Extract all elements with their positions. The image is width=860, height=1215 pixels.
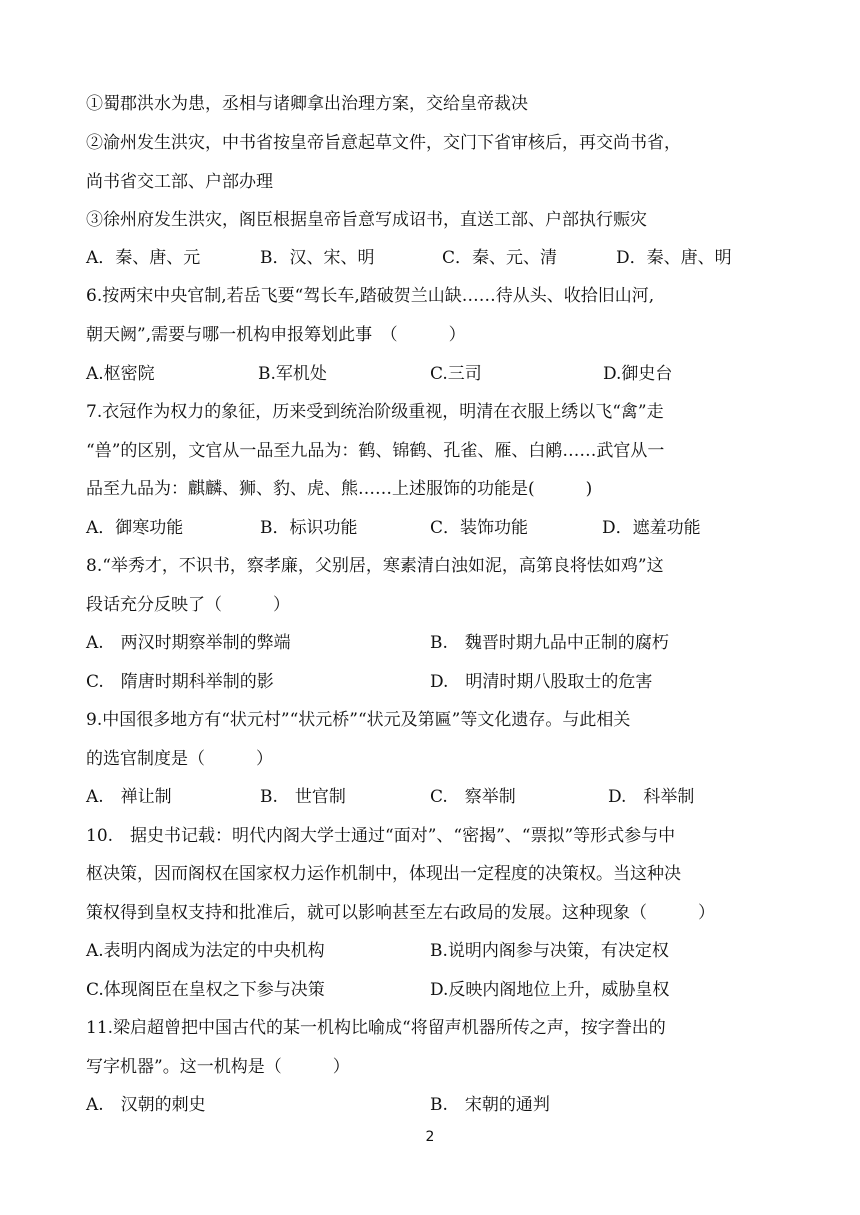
q7-stem-line-2: “兽”的区别，文官从一品至九品为：鹤、锦鹤、孔雀、雁、白鹇……武官从一 (86, 441, 665, 461)
q8-stem-line-2: 段话充分反映了（ ） (86, 595, 290, 615)
page-number: 2 (425, 1129, 435, 1145)
q10-options-row-1 (86, 939, 776, 963)
q7-options (86, 516, 776, 540)
q6-stem-line-2: 朝天阙”,需要与哪一机构申报筹划此事 （ ） (86, 325, 466, 345)
q10-option-d: D.反映内阁地位上升，威胁皇权 (430, 980, 670, 1000)
q5-option-a: A．秦、唐、元 (86, 248, 201, 268)
q11-options (86, 1093, 776, 1117)
q9-option-b: B. 世官制 (260, 787, 346, 807)
q7-option-b: B．标识功能 (260, 518, 358, 538)
q11-option-a: A. 汉朝的刺史 (86, 1095, 206, 1115)
q5-item-3: ③徐州府发生洪灾，阁臣根据皇帝旨意写成诏书，直送工部、户部执行赈灾 (86, 210, 647, 230)
q6-option-d: D.御史台 (603, 364, 673, 384)
q8-option-d: D. 明清时期八股取士的危害 (430, 672, 653, 692)
q9-stem-line-2: 的选官制度是（ ） (86, 749, 273, 769)
q6-stem-line-1: 6.按两宋中央官制,若岳飞要“驾长车,踏破贺兰山缺……待从头、收拾旧山河, (86, 286, 655, 306)
q10-option-c: C.体现阁臣在皇权之下参与决策 (86, 980, 325, 1000)
q5-option-b: B．汉、宋、明 (260, 248, 375, 268)
q7-stem-line-3: 品至九品为：麒麟、狮、豹、虎、熊……上述服饰的功能是( ) (86, 479, 593, 499)
q6-option-b: B.军机处 (258, 364, 327, 384)
q5-item-2: ②渝州发生洪灾，中书省按皇帝旨意起草文件，交门下省审核后，再交尚书省， (86, 133, 681, 153)
q10-stem-line-2: 枢决策，因而阁权在国家权力运作机制中，体现出一定程度的决策权。当这种决 (86, 864, 681, 884)
q5-options (86, 246, 776, 270)
q9-option-d: D. 科举制 (608, 787, 695, 807)
q5-option-d: D．秦、唐、明 (616, 248, 732, 268)
q10-options-row-2 (86, 978, 776, 1002)
q8-option-c: C. 隋唐时期科举制的影 (86, 672, 274, 692)
q7-option-d: D．遮羞功能 (602, 518, 701, 538)
q10-stem-line-1: 10. 据史书记载：明代内阁大学士通过“面对”、“密揭”、“票拟”等形式参与中 (86, 826, 676, 846)
q8-option-a: A. 两汉时期察举制的弊端 (86, 633, 291, 653)
q10-option-b: B.说明内阁参与决策，有决定权 (430, 941, 669, 961)
q5-item-2-cont: 尚书省交工部、户部办理 (86, 172, 273, 192)
q11-stem-line-1: 11.梁启超曾把中国古代的某一机构比喻成“将留声机器所传之声，按字誊出的 (86, 1018, 666, 1038)
q8-options-row-1 (86, 631, 776, 655)
q8-option-b: B. 魏晋时期九品中正制的腐朽 (430, 633, 669, 653)
q11-stem-line-2: 写字机器”。这一机构是（ ） (86, 1057, 350, 1077)
q6-option-a: A.枢密院 (86, 364, 155, 384)
q7-option-c: C．装饰功能 (430, 518, 529, 538)
q8-options-row-2 (86, 670, 776, 694)
q9-option-c: C. 察举制 (430, 787, 516, 807)
q6-options (86, 362, 776, 386)
q9-stem-line-1: 9.中国很多地方有“状元村”“状元桥”“状元及第匾”等文化遗存。与此相关 (86, 710, 631, 730)
q7-stem-line-1: 7.衣冠作为权力的象征，历来受到统治阶级重视，明清在衣服上绣以飞“禽”走 (86, 402, 664, 422)
q9-option-a: A. 禅让制 (86, 787, 172, 807)
q6-option-c: C.三司 (430, 364, 482, 384)
q5-option-c: C．秦、元、清 (442, 248, 558, 268)
q5-item-1: ①蜀郡洪水为患，丞相与诸卿拿出治理方案，交给皇帝裁决 (86, 94, 528, 114)
q9-options (86, 785, 776, 809)
q7-option-a: A．御寒功能 (86, 518, 184, 538)
q10-stem-line-3: 策权得到皇权支持和批准后，就可以影响甚至左右政局的发展。这种现象（ ） (86, 903, 715, 923)
q11-option-b: B. 宋朝的通判 (430, 1095, 550, 1115)
q8-stem-line-1: 8.“举秀才，不识书，察孝廉，父别居，寒素清白浊如泥，高第良将怯如鸡”这 (86, 556, 664, 576)
q10-option-a: A.表明内阁成为法定的中央机构 (86, 941, 325, 961)
